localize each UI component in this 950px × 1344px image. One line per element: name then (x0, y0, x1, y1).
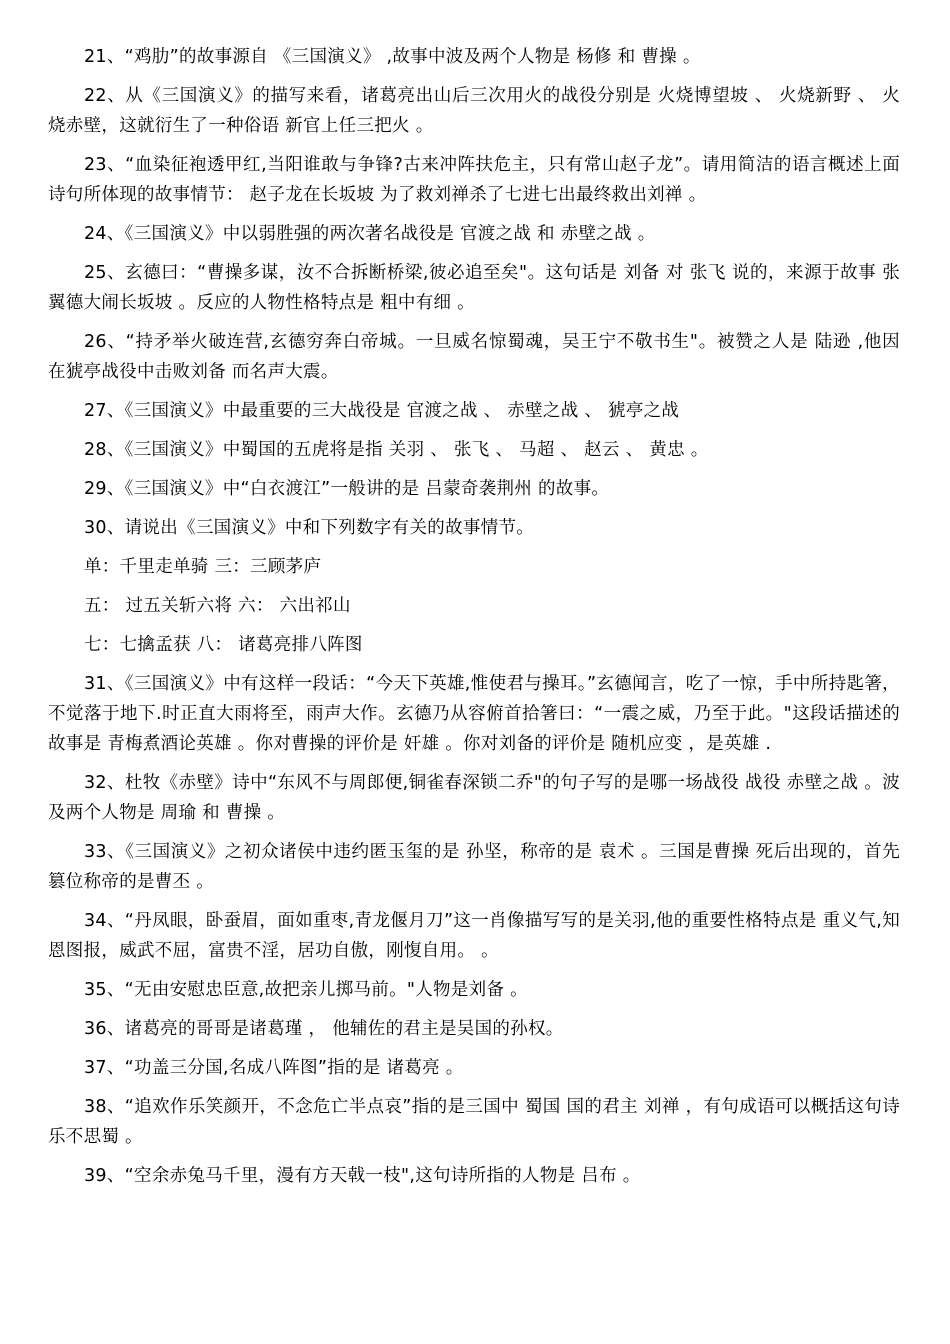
question-39: 39、“空余赤兔马千里，漫有方天戟一枝",这句诗所指的人物是 吕布 。 (84, 1166, 641, 1186)
question-38: 38、“追欢作乐笑颜开，不念危亡半点哀”指的是三国中 蜀国 国的君主 刘禅 ，有句成语可以概括这句诗 乐不思蜀 。 (48, 1097, 906, 1147)
question-30: 30、请说出《三国演义》中和下列数字有关的故事情节。 (84, 518, 535, 538)
question-21: 21、“鸡肋”的故事源自 《三国演义》 ,故事中波及两个人物是 杨修 和 曹操 。 (84, 47, 701, 67)
question-22: 22、从《三国演义》的描写来看，诸葛亮出山后三次用火的战役分别是 火烧博望坡 、 火烧新野 、 火烧赤壁，这就衍生了一种俗语 新官上任三把火 。 (48, 86, 900, 136)
question-28: 28、《三国演义》中蜀国的五虎将是指 关羽 、 张飞 、 马超 、 赵云 、 黄忠 。 (84, 440, 709, 460)
question-29: 29、《三国演义》中“白衣渡江”一般讲的是 吕蒙奇袭荆州 的故事。 (84, 479, 610, 499)
question-32: 32、杜牧《赤壁》诗中“东风不与周郎便,铜雀春深锁二乔"的句子写的是哪一场战役 战役 赤壁之战 。波及两个人物是 周瑜 和 曹操 。 (48, 773, 900, 823)
question-24: 24、《三国演义》中以弱胜强的两次著名战役是 官渡之战 和 赤壁之战 。 (84, 224, 656, 244)
question-36: 36、诸葛亮的哥哥是诸葛瑾 ， 他辅佐的君主是吴国的孙权。 (84, 1019, 564, 1039)
question-37: 37、“功盖三分国,名成八阵图”指的是 诸葛亮 。 (84, 1058, 464, 1078)
question-33: 33、《三国演义》之初众诸侯中违约匿玉玺的是 孙坚，称帝的是 袁术 。三国是曹操 死后出现的，首先篡位称帝的是曹丕 。 (48, 842, 900, 892)
question-26: 26、“持矛举火破连营,玄德穷奔白帝城。一旦威名惊蜀魂，吴王宁不敬书生"。被赞之人是 陆逊 ,他因 在猇亭战役中击败刘备 而名声大震。 (48, 332, 906, 382)
answer-line-wu-liu: 五： 过五关斩六将 六： 六出祁山 (84, 596, 351, 616)
question-23: 23、“血染征袍透甲红,当阳谁敢与争锋?古来冲阵扶危主，只有常山赵子龙”。请用简洁的语言概述上面诗句所体现的故事情节： 赵子龙在长坂坡 为了救刘禅杀了七进七出最终救出刘禅 。 (48, 155, 900, 205)
question-27: 27、《三国演义》中最重要的三大战役是 官渡之战 、 赤壁之战 、 猇亭之战 (84, 401, 680, 421)
question-35: 35、“无由安慰忠臣意,故把亲儿掷马前。"人物是刘备 。 (84, 980, 528, 1000)
question-34: 34、“丹凤眼，卧蚕眉，面如重枣,青龙偃月刀”这一肖像描写写的是关羽,他的重要性格特点是 重义气,知恩图报，威武不屈，富贵不淫，居功自傲，刚愎自用。 。 (48, 911, 900, 961)
document-page (48, 42, 906, 1200)
question-31: 31、《三国演义》中有这样一段话：“今天下英雄,惟使君与操耳。”玄德闻言，吃了一惊，手中所持匙箸，不觉落于地下.时正直大雨将至，雨声大作。玄德乃从容俯首拾箸曰：“一震之威，乃至于此。"这段话描述的故事是 青梅煮酒论英雄 。你对曹操的评价是 奸雄 。你对刘备的评价是 随机应变 ，是英雄 . (48, 674, 900, 754)
answer-line-qi-ba: 七：七擒孟获 八： 诸葛亮排八阵图 (84, 635, 363, 655)
question-25: 25、玄德曰：“曹操多谋，汝不合拆断桥梁,彼必追至矣"。这句话是 刘备 对 张飞 说的，来源于故事 张翼德大闹长坂坡 。反应的人物性格特点是 粗中有细 。 (48, 263, 900, 313)
answer-line-dan-san: 单：千里走单骑 三：三顾茅庐 (84, 557, 322, 577)
